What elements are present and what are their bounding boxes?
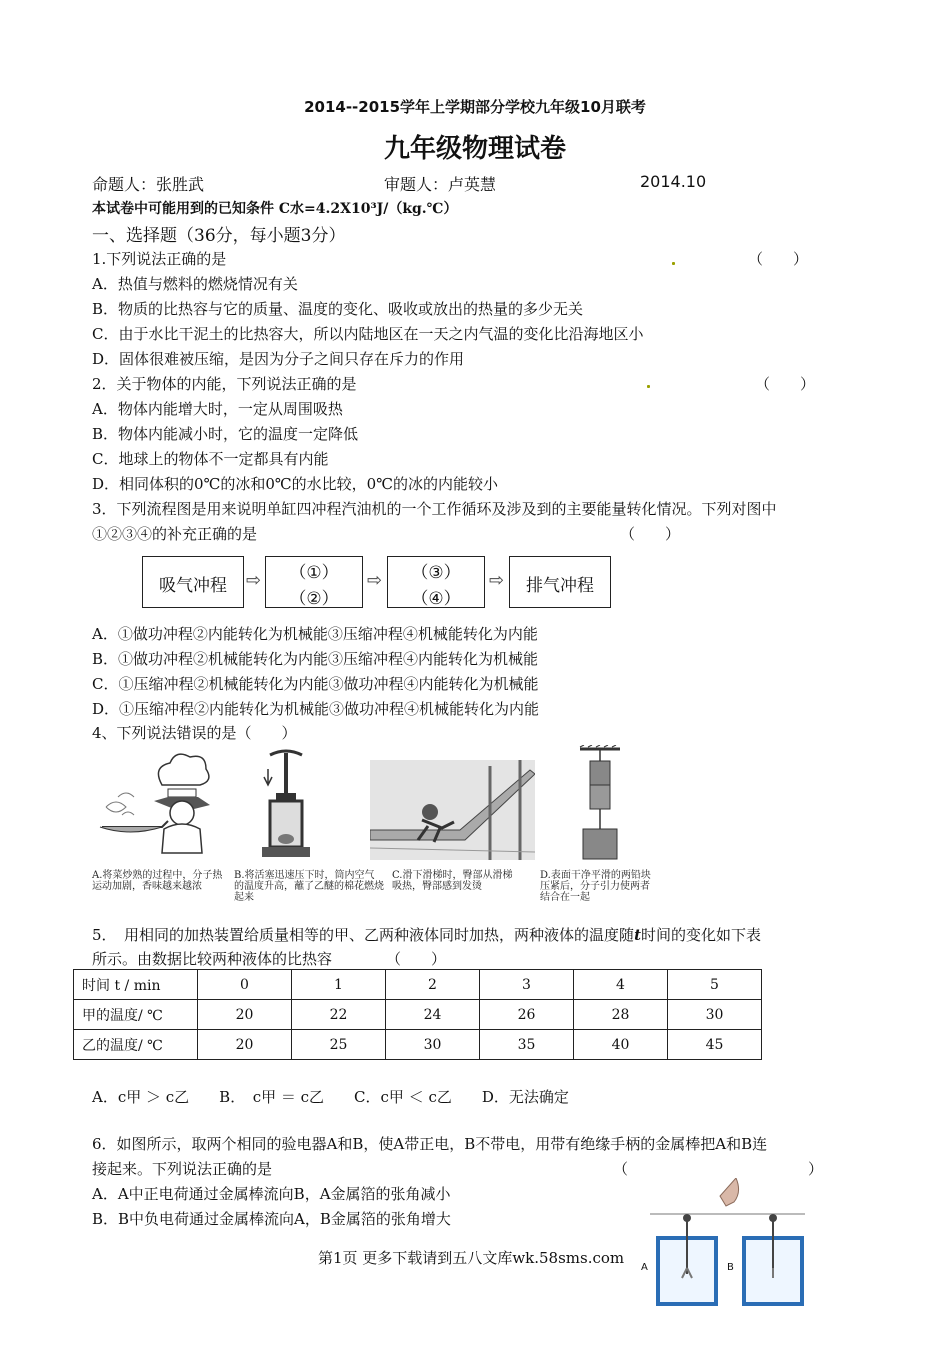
flow-box-intake-label: 吸气冲程: [159, 576, 227, 596]
exam-title: 九年级物理试卷: [383, 134, 566, 164]
table-header-cell: 时间 t / min: [74, 970, 198, 1000]
section-heading: 一、选择题（36分，每小题3分）: [92, 226, 346, 246]
q4-caption-b: B.将活塞迅速压下时，筒内空气的温度升高，蘸了乙醚的棉花燃烧起来: [234, 870, 384, 903]
table-header-cell: 1: [292, 970, 386, 1000]
flow-box-blank-3: （③）: [411, 563, 461, 583]
q2-option-a: A．物体内能增大时，一定从周围吸热: [92, 400, 343, 418]
table-header-cell: 3: [480, 970, 574, 1000]
temperature-table: [73, 969, 762, 1060]
q6-stem-line2: 接起来。下列说法正确的是: [92, 1160, 273, 1178]
table-header-cell: 0: [198, 970, 292, 1000]
q3-answer-paren: （ ）: [620, 525, 681, 543]
known-condition: 本试卷中可能用到的已知条件 C水=4.2X10³J/（kg.℃）: [92, 201, 458, 217]
q5-stem-tail: 时间的变化如下表: [641, 926, 762, 944]
q4-caption-c: C.滑下滑梯时，臀部从滑梯吸热，臀部感到发烫: [392, 870, 513, 892]
q1-option-a: A．热值与燃料的燃烧情况有关: [92, 275, 298, 293]
cooking-illustration: [92, 745, 220, 863]
flow-arrow-icon: ⇨: [367, 570, 383, 591]
q6-stem-line1: 6．如图所示，取两个相同的验电器A和B，使A带正电，B不带电，用带有绝缘手柄的金属棒把A和B连: [92, 1135, 768, 1153]
flow-box-stroke-3: [387, 556, 485, 608]
table-cell: 24: [386, 1000, 480, 1030]
flow-box-blank-2: （②）: [289, 589, 339, 609]
q6-option-b: B．B中负电荷通过金属棒流向A，B金属箔的张角增大: [92, 1210, 451, 1228]
table-cell: 甲的温度/ ℃: [74, 1000, 198, 1030]
author-label: 命题人：张胜武: [92, 175, 205, 194]
q2-stem: 2．关于物体的内能，下列说法正确的是: [92, 375, 357, 393]
table-cell: 25: [292, 1030, 386, 1060]
slide-illustration: [370, 760, 535, 860]
q6-option-a: A．A中正电荷通过金属棒流向B，A金属箔的张角减小: [92, 1185, 451, 1203]
q3-option-a: A．①做功冲程②内能转化为机械能③压缩冲程④机械能转化为内能: [92, 625, 538, 643]
table-cell: 40: [574, 1030, 668, 1060]
electroscope-illustration: [640, 1178, 815, 1308]
q5-stem-line1: [92, 924, 761, 945]
q5-options: A．c甲 ＞ c乙 B． c甲 ＝ c乙 C．c甲 ＜ c乙 D．无法确定: [92, 1088, 569, 1106]
q3-stem-line2: ①②③④的补充正确的是: [92, 525, 258, 543]
table-cell: 28: [574, 1000, 668, 1030]
table-row: [74, 1030, 762, 1060]
q6-answer-paren: （ ）: [613, 1160, 824, 1178]
q1-option-d: D．固体很难被压缩，是因为分子之间只存在斥力的作用: [92, 350, 465, 368]
stray-mark: [672, 262, 675, 265]
flow-box-exhaust-label: 排气冲程: [526, 576, 594, 596]
table-cell: 22: [292, 1000, 386, 1030]
flow-arrow-icon: ⇨: [246, 570, 262, 591]
stray-mark: [647, 385, 650, 388]
q5-stem-line2: 所示。由数据比较两种液体的比热容: [92, 950, 333, 968]
q3-stem-line1: 3．下列流程图是用来说明单缸四冲程汽油机的一个工作循环及涉及到的主要能量转化情况。下列对图中: [92, 500, 777, 518]
q2-option-c: C．地球上的物体不一定都具有内能: [92, 450, 329, 468]
table-cell: 45: [668, 1030, 762, 1060]
electroscope-b-label: B: [727, 1262, 734, 1273]
q5-answer-paren: （ ）: [386, 950, 447, 968]
reviewer-label: 审题人：卢英慧: [384, 175, 497, 194]
q1-option-b: B．物质的比热容与它的质量、温度的变化、吸收或放出的热量的多少无关: [92, 300, 584, 318]
q1-option-c: C．由于水比干泥土的比热容大，所以内陆地区在一天之内气温的变化比沿海地区小: [92, 325, 644, 343]
table-header-cell: 2: [386, 970, 480, 1000]
table-cell: 30: [668, 1000, 762, 1030]
table-cell: 35: [480, 1030, 574, 1060]
table-header-cell: 4: [574, 970, 668, 1000]
q2-option-b: B．物体内能减小时，它的温度一定降低: [92, 425, 359, 443]
q4-stem: 4、下列说法错误的是（ ）: [92, 724, 297, 742]
q4-caption-a: A.将菜炒熟的过程中，分子热运动加剧，香味越来越浓: [92, 870, 223, 892]
q1-answer-paren: （ ）: [748, 250, 809, 268]
table-cell: 乙的温度/ ℃: [74, 1030, 198, 1060]
table-row: [74, 1000, 762, 1030]
q2-answer-paren: （ ）: [755, 375, 816, 393]
electroscope-a-label: A: [641, 1262, 648, 1273]
flow-arrow-icon: ⇨: [489, 570, 505, 591]
q3-option-d: D．①压缩冲程②内能转化为机械能③做功冲程④机械能转化为内能: [92, 700, 540, 718]
page-footer: 第1页 更多下载请到五八文库wk.58sms.com: [318, 1249, 625, 1267]
flow-box-intake: [142, 556, 244, 608]
exam-date: 2014.10: [640, 172, 707, 191]
flow-box-blank-1: （①）: [289, 563, 339, 583]
q5-stem-text: 5． 用相同的加热装置给质量相等的甲、乙两种液体同时加热，两种液体的温度随: [92, 926, 635, 944]
q2-option-d: D．相同体积的0℃的冰和0℃的水比较，0℃的冰的内能较小: [92, 475, 498, 493]
flow-box-exhaust: [509, 556, 611, 608]
table-cell: 30: [386, 1030, 480, 1060]
q5-stem-variable: t: [634, 926, 641, 944]
table-cell: 26: [480, 1000, 574, 1030]
exam-series-title: 2014--2015学年上学期部分学校九年级10月联考: [304, 98, 646, 116]
table-cell: 20: [198, 1000, 292, 1030]
table-header-cell: 5: [668, 970, 762, 1000]
lead-blocks-illustration: [575, 745, 625, 863]
q3-option-b: B．①做功冲程②机械能转化为内能③压缩冲程④内能转化为机械能: [92, 650, 539, 668]
q4-caption-d: D.表面干净平滑的两铅块压紧后，分子引力使两者结合在一起: [540, 870, 651, 903]
flow-box-blank-4: （④）: [411, 589, 461, 609]
piston-cylinder-illustration: [256, 745, 316, 863]
table-row: [74, 970, 762, 1000]
q3-option-c: C．①压缩冲程②机械能转化为内能③做功冲程④内能转化为机械能: [92, 675, 539, 693]
q1-stem: 1.下列说法正确的是: [92, 250, 227, 268]
flow-box-stroke-2: [265, 556, 363, 608]
table-cell: 20: [198, 1030, 292, 1060]
